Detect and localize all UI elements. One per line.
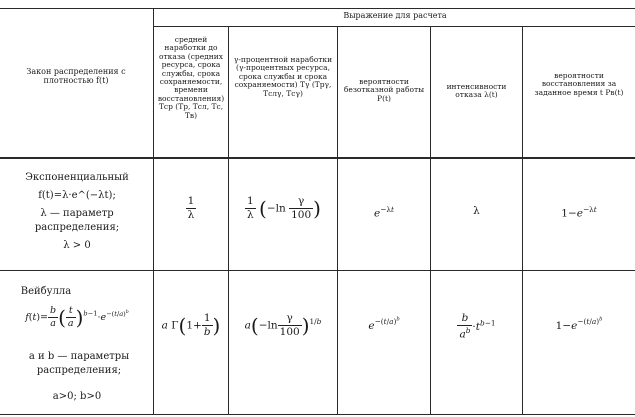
- rule-header-bottom: [0, 157, 635, 159]
- row-weibull-density: f(t)= $\frac{b}{a}$ ( $\frac{t}{a}$ )$^{b-1}\cdot e^{-(t/a)^b}$: [25, 305, 129, 330]
- weibull-gamma-formula: a(−ln $\frac{\gamma}{100}$ )$^{1/b}$: [244, 312, 322, 339]
- weibull-mean-formula: a Γ(1+ $\frac{1}{b}$ ): [161, 312, 221, 339]
- rule-row-divider: [0, 270, 635, 271]
- col-head-reliability: вероятности безотказной работы P(t): [343, 77, 425, 103]
- row-exp-name: Экспоненциальный: [25, 172, 129, 183]
- row-exp-condition: λ > 0: [63, 240, 91, 251]
- expression-title: Выражение для расчета: [343, 11, 447, 20]
- col-divider-4: [430, 26, 431, 414]
- col-head-gamma: γ-процентной наработки (γ-процентных ресурса, срока службы и срока сохраняемости) Tγ (Tрγ, Tслγ, Tсγ): [233, 55, 333, 98]
- rule-top: [0, 8, 635, 9]
- col-head-mean: средней наработки до отказа (средних ресурса, срока службы, срока сохраняемости, времени восстановления) Tср (Tр, Tсл, Tс, Tв): [157, 35, 225, 120]
- rule-header-sub: [153, 26, 635, 27]
- col-head-recovery: вероятности восстановления за заданное время t Pв(t): [534, 71, 624, 97]
- row-weibull-condition: a>0; b>0: [52, 391, 102, 402]
- exp-mean-formula: $\frac{1}{\lambda}$: [187, 195, 195, 222]
- weibull-recovery-formula: $1-e^{-(t/a)^b}$: [555, 317, 603, 332]
- weibull-failure-rate-formula: $\frac{b}{a^b}$ $\cdot t^{b-1}$: [459, 312, 496, 341]
- exp-failure-rate-formula: λ: [473, 205, 480, 217]
- row-weibull-param: a и b — параметры распределения;: [28, 351, 130, 376]
- row-exp-density: f(t)=λ·e^(−λt);: [38, 190, 116, 201]
- row-weibull-name: Вейбулла: [20, 286, 72, 297]
- exp-reliability-formula: $e^{-\lambda t}$: [374, 205, 394, 220]
- row-exp-param: λ — параметр распределения;: [34, 208, 120, 233]
- col-head-failure-rate: интенсивности отказа λ(t): [446, 82, 507, 100]
- rule-bottom: [0, 414, 635, 415]
- exp-gamma-formula: $\frac{1}{\lambda}$ (−ln $\frac{\gamma}{100}$ ): [247, 195, 321, 222]
- law-header: Закон распределения с плотностью f(t): [26, 67, 126, 85]
- exp-recovery-formula: $1-e^{-\lambda t}$: [561, 205, 597, 220]
- weibull-reliability-formula: $e^{-(t/a)^b}$: [368, 317, 400, 332]
